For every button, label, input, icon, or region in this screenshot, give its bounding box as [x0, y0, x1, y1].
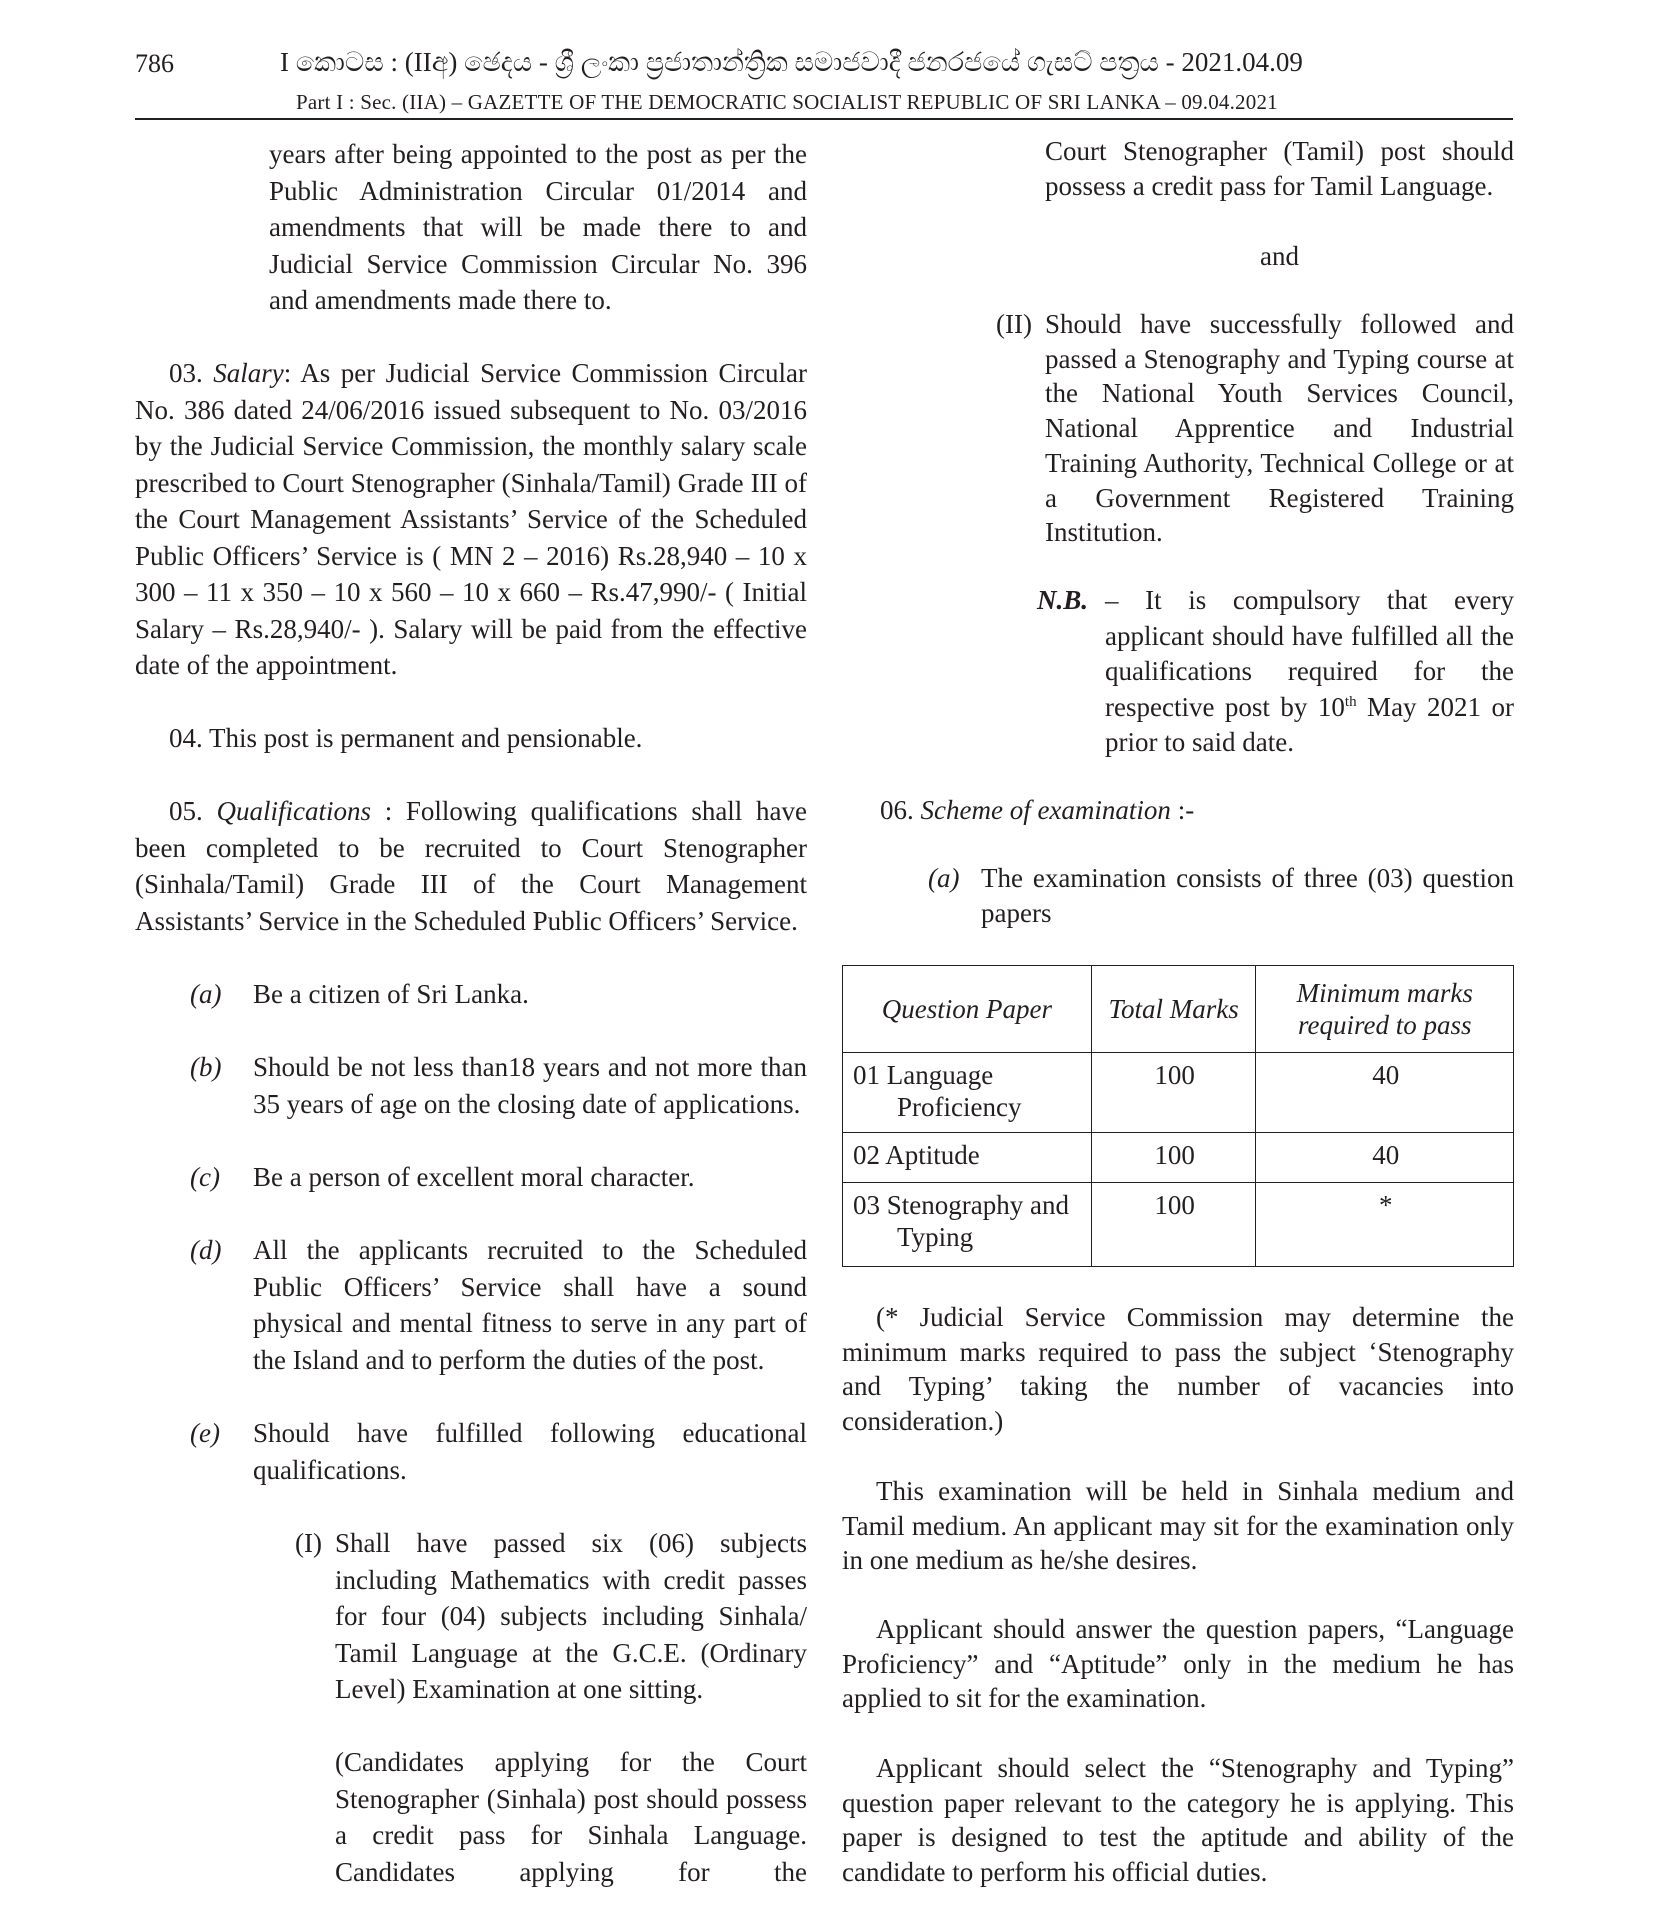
- medium-paragraph: This examination will be held in Sinhala medium and Tamil medium. An applicant may sit for the examination only in one medium as he/she desires.: [842, 1476, 1514, 1575]
- table-header-row: [843, 966, 1514, 1053]
- header-minimum-marks: Minimum marks required to pass: [1256, 966, 1514, 1053]
- gazette-title-sinhala: I කොටස : (IIඅ) ඡෙදය - ශ්‍රී ලංකා ප්‍රජාතාන්ත්‍රික සමාජවාදී ජනරජයේ ගැසට් පත්‍රය - 2021.04.09: [280, 47, 1303, 77]
- min-cell: *: [1256, 1183, 1514, 1267]
- min-cell: 40: [1256, 1133, 1514, 1183]
- answer-medium-paragraph: Applicant should answer the question papers, “Language Proficiency” and “Aptitude” only in the medium he has applied to sit for the examination.: [842, 1614, 1514, 1713]
- table-row: [843, 1053, 1514, 1133]
- page-number: 786: [135, 49, 174, 78]
- header-rule: [135, 118, 1513, 120]
- right-continuation: Court Stenographer (Tamil) post should possess a credit pass for Tamil Language.: [1045, 136, 1514, 201]
- table-row: [843, 1183, 1514, 1267]
- section-05-qualifications: 05. Qualifications : Following qualifications shall have been completed to be recruited to Court Stenographer (Sinhala/Tamil) Grade III of the Court Management Assistants’ Service in the Scheduled Public Officers’ Service.: [135, 796, 807, 936]
- total-cell: 100: [1091, 1053, 1256, 1133]
- total-cell: 100: [1091, 1183, 1256, 1267]
- table-row: [843, 1133, 1514, 1183]
- gazette-title-english: Part I : Sec. (IIA) – GAZETTE OF THE DEMOCRATIC SOCIALIST REPUBLIC OF SRI LANKA – 09.04.2021: [296, 90, 1278, 114]
- total-cell: 100: [1091, 1133, 1256, 1183]
- min-cell: 40: [1256, 1053, 1514, 1133]
- stenography-paper-paragraph: Applicant should select the “Stenography and Typing” question paper relevant to the category he is applying. This paper is designed to test the aptitude and ability of the candidate to perform his official duties.: [842, 1753, 1514, 1887]
- and-connector: and: [1260, 241, 1299, 271]
- section-06-scheme: 06. Scheme of examination :-: [880, 795, 1195, 825]
- header-total-marks: Total Marks: [1091, 966, 1256, 1053]
- minimum-marks-note: (* Judicial Service Commission may determine the minimum marks required to pass the subject ‘Stenography and Typing’ taking the number of vacancies into consideration.): [842, 1302, 1514, 1436]
- exam-table: [842, 965, 1514, 1267]
- candidates-note: (Candidates applying for the Court Stenographer (Sinhala) post should possess a credit pass for Sinhala Language. Candidates applying for the: [335, 1747, 807, 1887]
- section-03-salary: 03. Salary: As per Judicial Service Commission Circular No. 386 dated 24/06/2016 issued subsequent to No. 03/2016 by the Judicial Service Commission, the monthly salary scale prescribed to Court Stenographer (Sinhala/Tamil) Grade III of the Court Management Assistants’ Service of the Scheduled Public Officers’ Service is ( MN 2 – 2016) Rs.28,940 – 10 x 300 – 11 x 350 – 10 x 560 – 10 x 660 – Rs.47,990/- ( Initial Salary – Rs.28,940/- ). Salary will be paid from the effective date of the appointment.: [135, 358, 807, 680]
- paper-cell: 01 Language Proficiency: [843, 1053, 1092, 1133]
- paper-cell: 02 Aptitude: [843, 1133, 1092, 1183]
- header-question-paper: Question Paper: [843, 966, 1092, 1053]
- section-04: 04. This post is permanent and pensionable.: [169, 723, 643, 753]
- paper-cell: 03 Stenography and Typing: [843, 1183, 1092, 1267]
- left-continuation: years after being appointed to the post as per the Public Administration Circular 01/2014 and amendments that will be made there to and Judicial Service Commission Circular No. 396 and amendments made there to.: [269, 139, 807, 315]
